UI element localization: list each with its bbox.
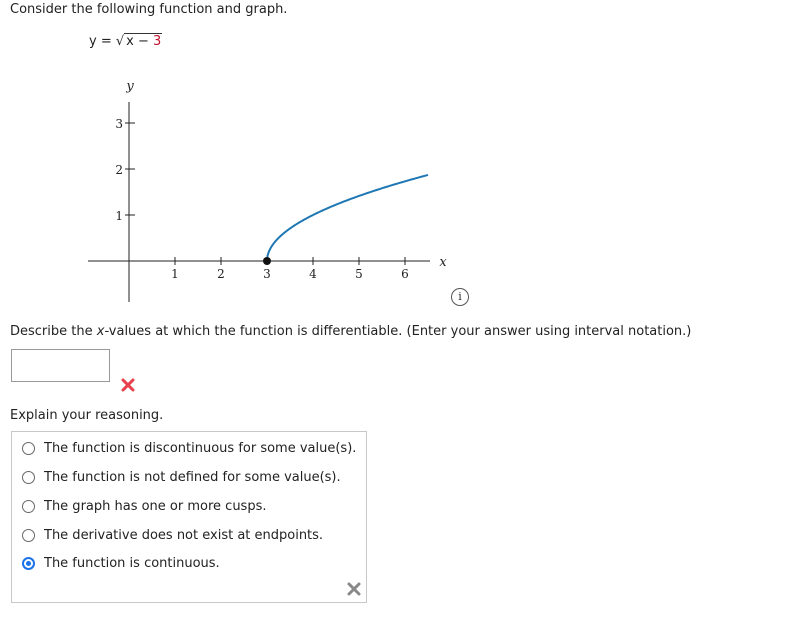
option-label: The function is discontinuous for some value(s). bbox=[44, 440, 357, 456]
equation-constant: 3 bbox=[153, 34, 162, 49]
function-graph bbox=[0, 70, 470, 310]
equation-lhs: y = bbox=[89, 34, 112, 49]
reasoning-options bbox=[11, 431, 367, 603]
incorrect-x-icon bbox=[119, 376, 137, 394]
option-cusps[interactable] bbox=[22, 496, 267, 516]
option-label: The graph has one or more cusps. bbox=[44, 498, 267, 514]
option-endpoints[interactable] bbox=[22, 525, 323, 545]
option-continuous[interactable] bbox=[22, 553, 220, 573]
radical-sign: √ bbox=[115, 34, 125, 49]
endpoint-dot bbox=[263, 257, 271, 265]
equation-minus: − bbox=[138, 34, 149, 49]
option-discontinuous[interactable] bbox=[22, 438, 356, 458]
option-label: The derivative does not exist at endpoints. bbox=[44, 527, 324, 543]
x-axis-label: x bbox=[439, 255, 447, 270]
incorrect-x-icon-gray bbox=[345, 580, 363, 598]
radio-button[interactable] bbox=[22, 442, 35, 455]
x-tick-label: 1 bbox=[171, 267, 179, 281]
radio-button[interactable] bbox=[22, 471, 35, 484]
reasoning-label: Explain your reasoning. bbox=[10, 408, 164, 423]
info-icon[interactable]: i bbox=[451, 288, 469, 306]
y-axis-label: y bbox=[126, 79, 134, 94]
prompt-after: -values at which the function is differentiable. (Enter your answer using interval notation.) bbox=[104, 324, 692, 339]
x-tick-label: 2 bbox=[217, 267, 225, 281]
option-label: The function is not defined for some value(s). bbox=[44, 469, 341, 485]
question-prompt bbox=[10, 324, 691, 339]
intro-text: Consider the following function and graph. bbox=[10, 2, 288, 17]
function-equation bbox=[89, 34, 162, 49]
x-tick-label: 4 bbox=[309, 267, 317, 281]
option-not-defined[interactable] bbox=[22, 467, 341, 487]
y-tick-label: 1 bbox=[115, 209, 123, 223]
prompt-var: x bbox=[96, 324, 105, 339]
radio-button[interactable] bbox=[22, 529, 35, 542]
y-tick-label: 2 bbox=[115, 163, 123, 177]
option-label: The function is continuous. bbox=[44, 555, 220, 571]
radio-button[interactable] bbox=[22, 500, 35, 513]
x-tick-label: 3 bbox=[263, 267, 271, 281]
radio-button-selected[interactable] bbox=[22, 557, 35, 570]
equation-var: x bbox=[126, 34, 134, 49]
x-tick-label: 6 bbox=[401, 267, 409, 281]
y-tick-label: 3 bbox=[115, 117, 123, 131]
interval-answer-input[interactable] bbox=[11, 349, 110, 382]
x-tick-label: 5 bbox=[355, 267, 363, 281]
function-curve bbox=[267, 175, 428, 261]
radicand bbox=[124, 33, 162, 49]
prompt-before: Describe the bbox=[10, 324, 97, 339]
